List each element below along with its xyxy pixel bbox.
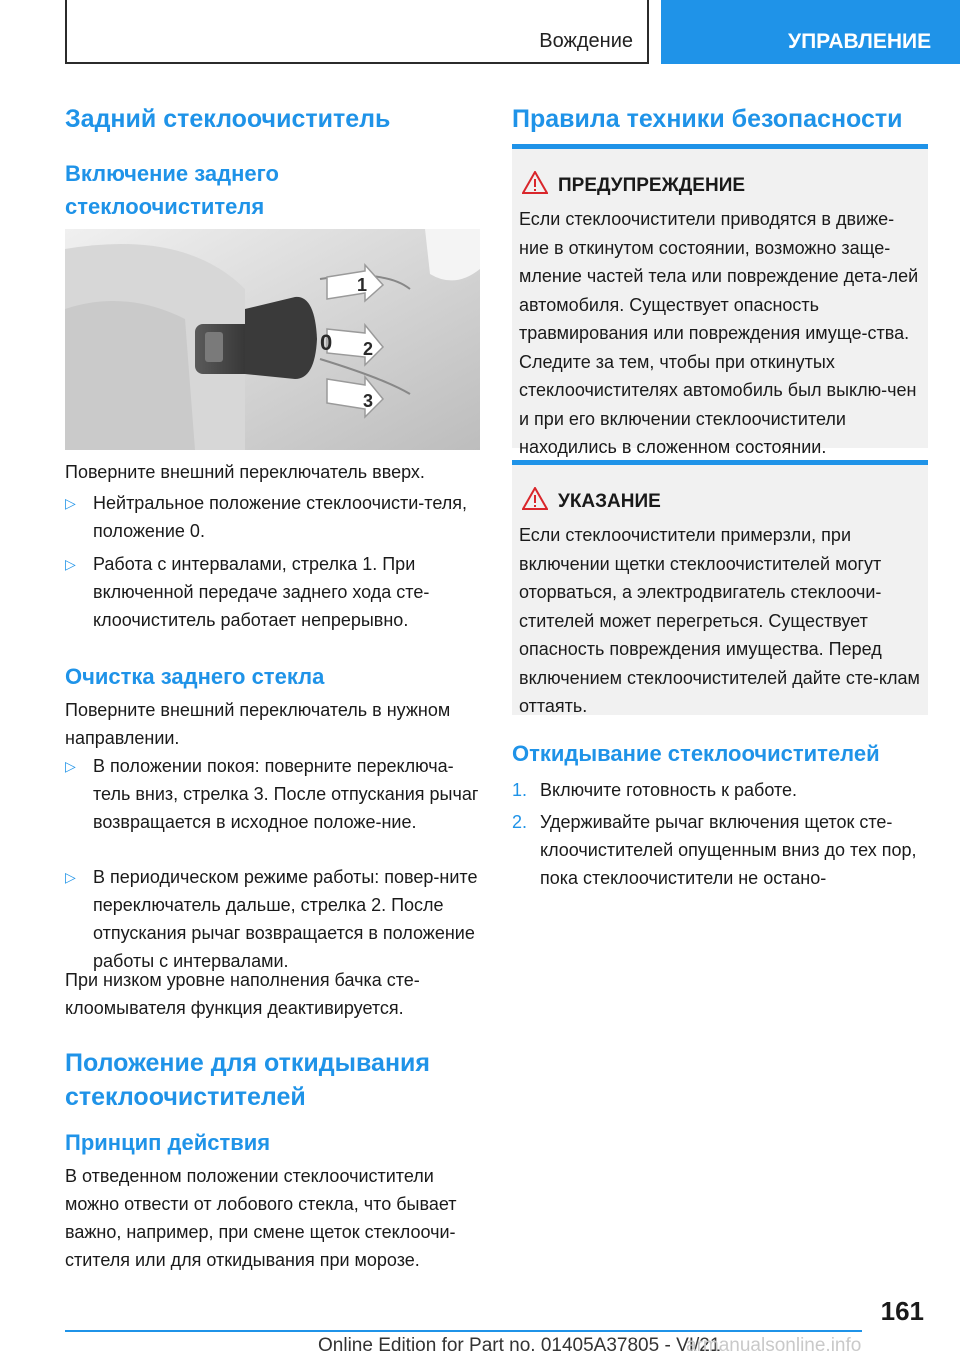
paragraph-principle: В отведенном положении стеклоочистители можно отвести от лобового стекла, что бывает важно, например, при смене щеток стеклоочи-стителя или для откидывания при морозе. [65,1166,457,1270]
edition-info: Online Edition for Part no. 01405A37805 - VI/21 [318,1335,721,1356]
paragraph-low-fluid: При низком уровне наполнения бачка сте-клоомывателя функция деактивируется. [65,970,420,1018]
paragraph-turn-direction: Поверните внешний переключатель в нужном направлении. [65,700,451,748]
chapter-tab: УПРАВЛЕНИЕ [661,0,960,64]
list-item-rest-position [65,752,480,836]
figure-label-3: 3 [363,391,374,411]
warning-label: ПРЕДУПРЕЖДЕНИЕ [558,175,746,196]
warning-box [512,144,928,457]
list-item-text: В периодическом режиме работы: повер-ните переключатель дальше, стрелка 2. После отпускания рычаг возвращается в положение работы с интервалами. [93,867,478,971]
subheading-principle: Принцип действия [65,1130,271,1155]
figure-label-1: 1 [357,275,368,295]
list-item-text: Работа с интервалами, стрелка 1. При включенной передаче заднего хода сте-клоочиститель работает непрерывно. [93,554,430,630]
caution-triangle-icon [522,487,548,510]
step-2 [512,808,928,892]
figure-label-0: 0 [320,330,333,355]
step-text: Удерживайте рычаг включения щеток сте-клоочистителей опущенным вниз до тех пор, пока стеклоочистители не остано- [540,812,917,888]
list-item-periodic-mode [65,863,480,975]
list-item-text: В положении покоя: поверните переключа-тель вниз, стрелка 3. После отпускания рычаг возвращается в исходное положе-ние. [93,756,479,832]
list-item-neutral [65,489,480,545]
list-item-text: Нейтральное положение стеклоочисти-теля, положение 0. [93,493,468,541]
subheading-rear-window-clean: Очистка заднего стекла [65,664,325,689]
watermark: armanualsonline.info [686,1335,862,1356]
bullet-arrow-icon: ▷ [65,556,76,572]
header-section-tab [65,0,649,64]
section-heading-fold-position: Положение для откидывания стеклоочистителей [65,1049,431,1111]
note-text: Если стеклоочистители примерзли, при включении щетки стеклоочистителей могут оторваться, а электродвигатель стеклоочи-стителей может перегреться. Существует опасность повреждения имущества. Перед включением стеклоочистителей дайте сте-клам оттаять. [519,525,920,716]
step-1 [512,776,928,804]
step-text: Включите готовность к работе. [540,780,798,800]
step-number: 1. [512,780,528,800]
bullet-arrow-icon: ▷ [65,869,76,885]
paragraph-turn-up: Поверните внешний переключатель вверх. [65,462,425,482]
note-box [512,460,928,715]
wiper-lever-graphic [65,229,480,450]
subheading-fold-wipers: Откидывание стеклоочистителей [512,741,880,766]
list-item-interval [65,550,480,634]
warning-triangle-icon [522,171,548,194]
note-label: УКАЗАНИЕ [558,491,661,512]
footer-divider [65,1330,862,1332]
wiper-lever-illustration [65,229,480,450]
page-number: 161 [880,1296,924,1326]
section-heading-safety-rules: Правила техники безопасности [512,105,903,133]
bullet-arrow-icon: ▷ [65,495,76,511]
figure-label-2: 2 [363,339,374,359]
section-title: Вождение [539,30,633,52]
subheading-enable-rear-wiper: Включение заднего стеклоочистителя [65,161,279,219]
section-heading-rear-wiper: Задний стеклоочиститель [65,105,391,133]
warning-text: Если стеклоочистители приводятся в движе-ние в откинутом состоянии, возможно заще-мление частей тела или повреждение дета-лей автомобиля. Существует опасность травмирования или повреждения имуще-ства. Следите за тем, чтобы при откинутых стеклоочистителях автомобиль был выклю-чен и при его включении стеклоочистители находились в сложенном состоянии. [519,209,919,457]
step-number: 2. [512,812,528,832]
bullet-arrow-icon: ▷ [65,758,76,774]
